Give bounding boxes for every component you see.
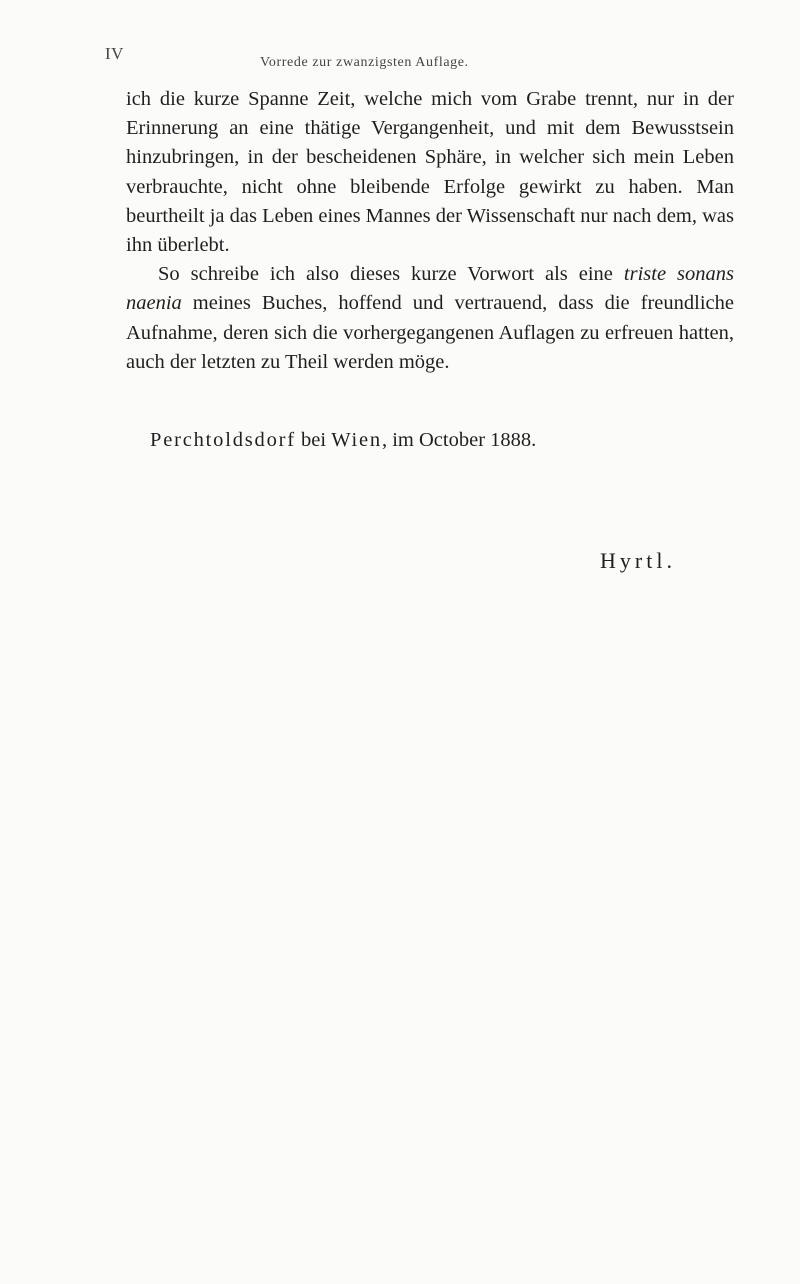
place-name: Perchtoldsdorf [150,429,296,451]
page-number: IV [105,44,124,63]
place-date-line [150,429,710,452]
preface-text [126,85,734,377]
running-head: Vorrede zur zwanzigsten Auflage. [260,55,469,70]
paragraph-2-end: meines Buches, hoffend und vertrauend, dass die freundliche Aufnahme, deren sich die vorhergegangenen Auflagen zu erfreuen hatten, auch der letzten zu Theil werden möge. [126,292,734,373]
paragraph-2 [126,260,734,377]
date-text: , im October 1888. [381,429,537,451]
city-name: Wien [331,429,382,451]
author-signature: Hyrtl. [600,548,676,573]
place-connector: bei [295,429,332,451]
latin-phrase: triste sonans naenia [126,263,734,315]
paragraph-2-start: So schreibe ich also dieses kurze Vorwort als eine [158,263,624,286]
paragraph-1: ich die kurze Spanne Zeit, welche mich vom Grabe trennt, nur in der Erinnerung an eine thätige Vergangenheit, und mit dem Bewusstsein hinzubringen, in der bescheidenen Sphäre, in welcher sich mein Leben verbrauchte, nicht ohne bleibende Erfolge gewirkt zu haben. Man beurtheilt ja das Leben eines Mannes der Wissenschaft nur nach dem, was ihn überlebt. [126,88,734,257]
